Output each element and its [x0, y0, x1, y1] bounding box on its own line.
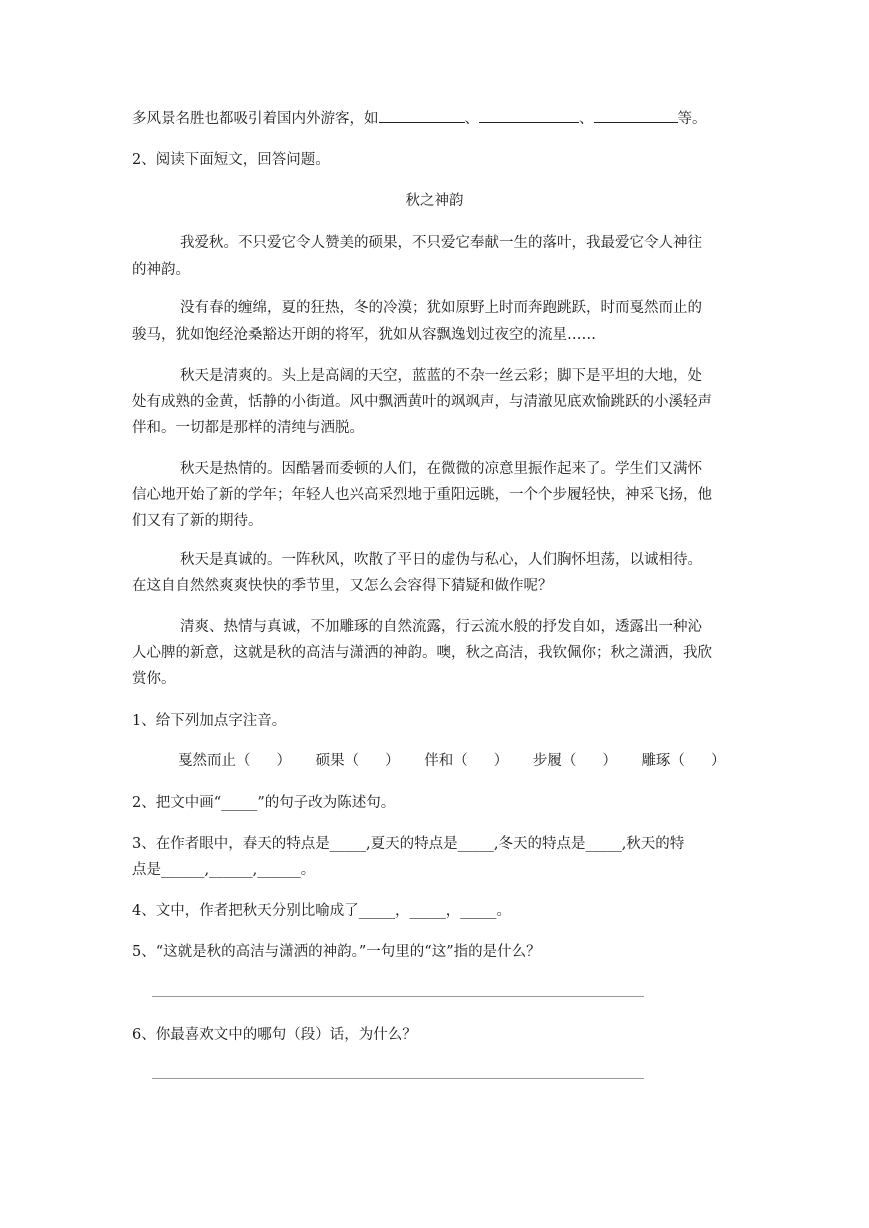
- passage-line: 秋天是清爽的。头上是高阔的天空，蓝蓝的不杂一丝云彩；脚下是平坦的大地，处: [180, 368, 702, 384]
- passage-line: 信心地开始了新的学年；年轻人也兴高采烈地于重阳远眺，一个个步履轻快，神采飞扬，他: [132, 487, 712, 503]
- scenic-spots-line: [132, 108, 707, 129]
- question-3-line1: 3、在作者眼中，春天的特点是_____,夏天的特点是_____,冬天的特点是_____,秋天的特: [132, 836, 685, 852]
- pinyin-item: 步履（ ）: [532, 753, 617, 769]
- passage-line: 们又有了新的期待。: [132, 513, 263, 529]
- passage-line: 处有成熟的金黄，恬静的小街道。风中飘洒黄叶的飒飒声，与清澈见底欢愉跳跃的小溪轻声: [132, 394, 712, 410]
- answer-line-6[interactable]: [152, 1078, 644, 1079]
- blank-3[interactable]: [594, 108, 678, 123]
- question-6: 6、你最喜欢文中的哪句（段）话，为什么？: [132, 1027, 417, 1043]
- question-2: 2、把文中画“_____”的句子改为陈述句。: [132, 795, 396, 811]
- question-2-heading: 2、阅读下面短文，回答问题。: [132, 152, 330, 168]
- passage-line: 清爽、热情与真诚，不加雕琢的自然流露，行云流水般的抒发自如，透露出一种沁: [180, 619, 702, 635]
- scenic-spots-end: 等。: [677, 111, 707, 127]
- question-5: 5、“这就是秋的高洁与潇洒的神韵。”一句里的“这”指的是什么？: [132, 944, 541, 960]
- answer-line-5[interactable]: [152, 996, 644, 997]
- passage-line: 伴和。一切都是那样的清纯与洒脱。: [132, 420, 364, 436]
- passage-line: 秋天是热情的。因酷暑而委顿的人们，在微微的凉意里振作起来了。学生们又满怀: [180, 461, 702, 477]
- passage-line: 秋天是真诚的。一阵秋风，吹散了平日的虚伪与私心，人们胸怀坦荡，以诚相待。: [180, 552, 702, 568]
- blank-1[interactable]: [379, 108, 465, 123]
- question-1: 1、给下列加点字注音。: [132, 713, 287, 729]
- blank-2[interactable]: [479, 108, 579, 123]
- separator: 、: [579, 111, 594, 127]
- pinyin-items-row: [178, 751, 745, 771]
- passage-line: 骏马，犹如饱经沧桑豁达开朗的将军，犹如从容飘逸划过夜空的流星……: [132, 327, 596, 343]
- question-4: 4、文中，作者把秋天分别比喻成了_____，_____，_____。: [132, 903, 511, 919]
- pinyin-item: 雕琢（ ）: [641, 753, 726, 769]
- passage-line: 我爱秋。不只爱它令人赞美的硕果，不只爱它奉献一生的落叶，我最爱它令人神往: [180, 235, 702, 251]
- passage-line: 的神韵。: [132, 262, 190, 278]
- pinyin-item: 伴和（ ）: [424, 753, 509, 769]
- pinyin-item: 硕果（ ）: [315, 753, 400, 769]
- passage-line: 人心脾的新意，这就是秋的高洁与潇洒的神韵。噢，秋之高洁，我钦佩你；秋之潇洒，我欣: [132, 645, 712, 661]
- passage-line: 赏你。: [132, 671, 176, 687]
- separator: 、: [464, 111, 479, 127]
- passage-title: 秋之神韵: [405, 193, 464, 209]
- pinyin-item: 戛然而止（ ）: [178, 753, 291, 769]
- question-3-line2: 点是______,______,______。: [132, 862, 316, 878]
- passage-line: 没有春的缠绵，夏的狂热，冬的冷漠；犹如原野上时而奔跑跳跃，时而戛然而止的: [180, 300, 702, 316]
- scenic-spots-text: 多风景名胜也都吸引着国内外游客，如: [132, 111, 379, 127]
- passage-line: 在这自自然然爽爽快快的季节里，又怎么会容得下猜疑和做作呢？: [132, 578, 553, 594]
